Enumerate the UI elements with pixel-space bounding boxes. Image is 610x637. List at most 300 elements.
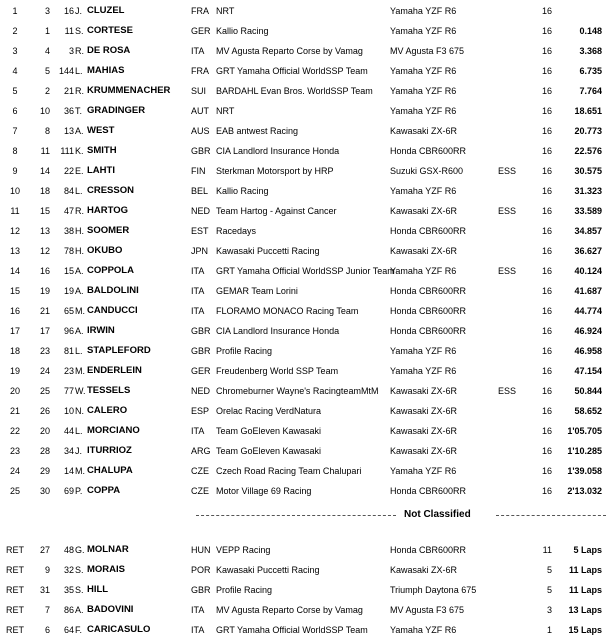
rider-initial-cell: L.: [75, 186, 83, 196]
result-row: [0, 124, 610, 138]
gap-cell: 2'13.032: [567, 486, 602, 496]
position-cell: 25: [9, 486, 20, 496]
bike-cell: Kawasaki ZX-6R: [390, 126, 458, 136]
nation-cell: ARG: [191, 446, 211, 456]
rider-number-cell: 44: [63, 426, 74, 436]
grid-cell: 6: [44, 625, 50, 635]
bike-cell: Yamaha YZF R6: [390, 266, 457, 276]
rider-number-cell: 3: [68, 46, 74, 56]
rider-number-cell: 13: [63, 126, 74, 136]
nation-cell: FRA: [191, 6, 209, 16]
rider-initial-cell: P.: [75, 486, 83, 496]
bike-cell: Yamaha YZF R6: [390, 66, 457, 76]
gap-cell: 33.589: [574, 206, 602, 216]
nation-cell: EST: [191, 226, 209, 236]
bike-cell: Honda CBR600RR: [390, 306, 467, 316]
grid-cell: 8: [44, 126, 50, 136]
position-cell: 24: [9, 466, 20, 476]
nation-cell: GBR: [191, 346, 211, 356]
rider-number-cell: 111: [60, 146, 74, 156]
grid-cell: 20: [39, 426, 50, 436]
nation-cell: ITA: [191, 286, 205, 296]
bike-cell: Suzuki GSX-R600: [390, 166, 464, 176]
rider-surname-cell: SMITH: [87, 145, 117, 156]
result-row: [0, 224, 610, 238]
grid-cell: 14: [39, 166, 50, 176]
grid-cell: 2: [44, 86, 50, 96]
team-cell: Team GoEleven Kawasaki: [216, 426, 322, 436]
gap-cell: 13 Laps: [568, 605, 602, 615]
nation-cell: JPN: [191, 246, 209, 256]
team-cell: MV Agusta Reparto Corse by Vamag: [216, 46, 363, 56]
nation-cell: CZE: [191, 486, 209, 496]
rider-initial-cell: J.: [75, 6, 83, 16]
laps-cell: 16: [541, 106, 552, 116]
team-cell: Kallio Racing: [216, 26, 269, 36]
laps-cell: 16: [541, 126, 552, 136]
result-row: [0, 64, 610, 78]
position-cell: 18: [9, 346, 20, 356]
bike-cell: Kawasaki ZX-6R: [390, 246, 458, 256]
position-cell: 17: [9, 326, 20, 336]
rider-surname-cell: MAHIAS: [87, 65, 125, 76]
bike-cell: Yamaha YZF R6: [390, 625, 457, 635]
bike-cell: Yamaha YZF R6: [390, 106, 457, 116]
grid-cell: 17: [39, 326, 50, 336]
rider-number-cell: 86: [63, 605, 74, 615]
team-cell: GRT Yamaha Official WorldSSP Team: [216, 625, 368, 635]
result-row: [0, 484, 610, 498]
nation-cell: ITA: [191, 605, 205, 615]
rider-surname-cell: SOOMER: [87, 225, 130, 236]
position-cell: 7: [12, 126, 18, 136]
bike-cell: Honda CBR600RR: [390, 286, 467, 296]
team-cell: Team GoEleven Kawasaki: [216, 446, 322, 456]
not-classified-row: [0, 603, 610, 617]
team-cell: EAB antwest Racing: [216, 126, 299, 136]
laps-cell: 16: [541, 186, 552, 196]
nation-cell: GER: [191, 366, 211, 376]
result-row: [0, 284, 610, 298]
bike-cell: Kawasaki ZX-6R: [390, 406, 458, 416]
nation-cell: AUT: [191, 106, 209, 116]
position-cell: RET: [6, 625, 24, 635]
bike-cell: Yamaha YZF R6: [390, 26, 457, 36]
laps-cell: 16: [541, 46, 552, 56]
result-row: [0, 304, 610, 318]
rider-initial-cell: K.: [75, 146, 84, 156]
position-cell: 5: [12, 86, 18, 96]
rider-initial-cell: J.: [75, 446, 83, 456]
rider-initial-cell: N.: [75, 406, 84, 416]
rider-surname-cell: CRESSON: [87, 185, 134, 196]
rider-number-cell: 96: [63, 326, 74, 336]
grid-cell: 19: [39, 286, 50, 296]
laps-cell: 16: [541, 446, 552, 456]
bike-cell: MV Agusta F3 675: [390, 46, 465, 56]
team-cell: Profile Racing: [216, 585, 273, 595]
grid-cell: 26: [39, 406, 50, 416]
result-row: [0, 4, 610, 18]
rider-surname-cell: MORAIS: [87, 564, 125, 575]
team-cell: Orelac Racing VerdNatura: [216, 406, 322, 416]
rider-initial-cell: L.: [75, 66, 83, 76]
bike-cell: Yamaha YZF R6: [390, 6, 457, 16]
grid-cell: 10: [39, 106, 50, 116]
ess-cell: ESS: [498, 266, 517, 276]
position-cell: 10: [9, 186, 20, 196]
laps-cell: 16: [541, 206, 552, 216]
bike-cell: Honda CBR600RR: [390, 545, 467, 555]
rider-number-cell: 22: [63, 166, 74, 176]
laps-cell: 16: [541, 166, 552, 176]
rider-number-cell: 34: [63, 446, 74, 456]
laps-cell: 3: [546, 605, 552, 615]
position-cell: 15: [9, 286, 20, 296]
rider-initial-cell: A.: [75, 286, 84, 296]
rider-surname-cell: CLUZEL: [87, 5, 125, 16]
rider-number-cell: 84: [63, 186, 74, 196]
grid-cell: 16: [39, 266, 50, 276]
laps-cell: 16: [541, 146, 552, 156]
rider-number-cell: 47: [63, 206, 74, 216]
bike-cell: Honda CBR600RR: [390, 326, 467, 336]
laps-cell: 11: [542, 545, 552, 555]
rider-initial-cell: H.: [75, 226, 84, 236]
result-row: [0, 464, 610, 478]
position-cell: 22: [9, 426, 20, 436]
team-cell: GRT Yamaha Official WorldSSP Junior Team: [216, 266, 395, 276]
rider-initial-cell: M.: [75, 306, 85, 316]
position-cell: RET: [6, 565, 24, 575]
grid-cell: 15: [39, 206, 50, 216]
rider-initial-cell: W.: [75, 386, 86, 396]
rider-initial-cell: S.: [75, 585, 84, 595]
team-cell: Chromeburner Wayne's RacingteamMtM: [216, 386, 379, 396]
grid-cell: 13: [39, 226, 50, 236]
gap-cell: 15 Laps: [568, 625, 602, 635]
nation-cell: GBR: [191, 585, 211, 595]
team-cell: CIA Landlord Insurance Honda: [216, 326, 340, 336]
team-cell: Team Hartog - Against Cancer: [216, 206, 337, 216]
laps-cell: 16: [541, 66, 552, 76]
nation-cell: NED: [191, 206, 211, 216]
grid-cell: 25: [39, 386, 50, 396]
grid-cell: 12: [39, 246, 50, 256]
rider-initial-cell: R.: [75, 86, 84, 96]
team-cell: CIA Landlord Insurance Honda: [216, 146, 340, 156]
team-cell: Motor Village 69 Racing: [216, 486, 312, 496]
position-cell: 23: [9, 446, 20, 456]
rider-number-cell: 14: [63, 466, 74, 476]
rider-initial-cell: L.: [75, 346, 83, 356]
laps-cell: 1: [546, 625, 552, 635]
grid-cell: 5: [44, 66, 50, 76]
gap-cell: 18.651: [574, 106, 602, 116]
rider-initial-cell: A.: [75, 326, 84, 336]
gap-cell: 1'05.705: [567, 426, 602, 436]
team-cell: Freudenberg World SSP Team: [216, 366, 339, 376]
laps-cell: 16: [541, 226, 552, 236]
gap-cell: 6.735: [579, 66, 602, 76]
position-cell: 12: [9, 226, 20, 236]
nation-cell: ITA: [191, 46, 205, 56]
bike-cell: Yamaha YZF R6: [390, 366, 457, 376]
rider-number-cell: 65: [63, 306, 74, 316]
bike-cell: MV Agusta F3 675: [390, 605, 465, 615]
result-row: [0, 264, 610, 278]
laps-cell: 16: [541, 326, 552, 336]
not-classified-row: [0, 563, 610, 577]
team-cell: Kallio Racing: [216, 186, 269, 196]
nation-cell: ITA: [191, 426, 205, 436]
rider-initial-cell: L.: [75, 426, 83, 436]
gap-cell: 7.764: [579, 86, 602, 96]
team-cell: BARDAHL Evan Bros. WorldSSP Team: [216, 86, 373, 96]
result-row: [0, 244, 610, 258]
grid-cell: 9: [44, 565, 50, 575]
bike-cell: Triumph Daytona 675: [390, 585, 477, 595]
rider-surname-cell: COPPA: [87, 485, 121, 496]
laps-cell: 5: [546, 565, 552, 575]
rider-initial-cell: S.: [75, 26, 84, 36]
divider-line-right: [496, 515, 606, 516]
gap-cell: 44.774: [574, 306, 602, 316]
rider-surname-cell: CANDUCCI: [87, 305, 138, 316]
rider-number-cell: 35: [63, 585, 74, 595]
nation-cell: ITA: [191, 625, 205, 635]
not-classified-row: [0, 583, 610, 597]
grid-cell: 29: [39, 466, 50, 476]
gap-cell: 5 Laps: [573, 545, 602, 555]
team-cell: FLORAMO MONACO Racing Team: [216, 306, 359, 316]
gap-cell: 36.627: [574, 246, 602, 256]
gap-cell: 41.687: [574, 286, 602, 296]
gap-cell: 1'39.058: [567, 466, 602, 476]
rider-number-cell: 15: [63, 266, 74, 276]
result-row: [0, 184, 610, 198]
position-cell: 19: [9, 366, 20, 376]
rider-number-cell: 144: [58, 66, 74, 76]
laps-cell: 16: [541, 246, 552, 256]
rider-surname-cell: KRUMMENACHER: [87, 85, 171, 96]
rider-surname-cell: CORTESE: [87, 25, 133, 36]
grid-cell: 28: [39, 446, 50, 456]
laps-cell: 16: [541, 366, 552, 376]
gap-cell: 46.924: [574, 326, 602, 336]
position-cell: RET: [6, 545, 24, 555]
grid-cell: 3: [44, 6, 50, 16]
position-cell: 20: [9, 386, 20, 396]
result-row: [0, 144, 610, 158]
rider-surname-cell: OKUBO: [87, 245, 123, 256]
not-classified-label: Not Classified: [401, 508, 474, 522]
rider-surname-cell: HILL: [87, 584, 109, 595]
position-cell: 13: [9, 246, 20, 256]
result-row: [0, 404, 610, 418]
rider-surname-cell: ITURRIOZ: [87, 445, 132, 456]
gap-cell: 11 Laps: [568, 585, 602, 595]
bike-cell: Kawasaki ZX-6R: [390, 206, 458, 216]
position-cell: 8: [12, 146, 18, 156]
position-cell: 21: [9, 406, 20, 416]
grid-cell: 1: [44, 26, 50, 36]
rider-surname-cell: STAPLEFORD: [87, 345, 151, 356]
gap-cell: 20.773: [574, 126, 602, 136]
grid-cell: 23: [39, 346, 50, 356]
rider-surname-cell: LAHTI: [87, 165, 115, 176]
laps-cell: 16: [541, 486, 552, 496]
result-row: [0, 164, 610, 178]
laps-cell: 16: [541, 306, 552, 316]
team-cell: Racedays: [216, 226, 257, 236]
gap-cell: 47.154: [574, 366, 602, 376]
ess-cell: ESS: [498, 166, 517, 176]
result-row: [0, 84, 610, 98]
laps-cell: 16: [541, 286, 552, 296]
laps-cell: 16: [541, 386, 552, 396]
rider-number-cell: 16: [63, 6, 74, 16]
rider-number-cell: 11: [64, 26, 74, 36]
rider-surname-cell: BALDOLINI: [87, 285, 139, 296]
result-row: [0, 384, 610, 398]
position-cell: 16: [9, 306, 20, 316]
rider-surname-cell: MORCIANO: [87, 425, 140, 436]
nation-cell: GER: [191, 26, 211, 36]
team-cell: VEPP Racing: [216, 545, 271, 555]
grid-cell: 31: [39, 585, 50, 595]
rider-number-cell: 23: [63, 366, 74, 376]
gap-cell: 0.148: [579, 26, 602, 36]
gap-cell: 3.368: [579, 46, 602, 56]
rider-initial-cell: H.: [75, 246, 84, 256]
team-cell: Kawasaki Puccetti Racing: [216, 565, 320, 575]
laps-cell: 16: [541, 266, 552, 276]
nation-cell: POR: [191, 565, 211, 575]
result-row: [0, 324, 610, 338]
nation-cell: GBR: [191, 326, 211, 336]
position-cell: 1: [12, 6, 18, 16]
rider-number-cell: 10: [63, 406, 74, 416]
nation-cell: HUN: [191, 545, 211, 555]
rider-surname-cell: CHALUPA: [87, 465, 133, 476]
rider-surname-cell: TESSELS: [87, 385, 131, 396]
team-cell: NRT: [216, 6, 235, 16]
position-cell: 3: [12, 46, 18, 56]
team-cell: GEMAR Team Lorini: [216, 286, 298, 296]
nation-cell: SUI: [191, 86, 207, 96]
bike-cell: Yamaha YZF R6: [390, 86, 457, 96]
rider-number-cell: 32: [63, 565, 74, 575]
bike-cell: Kawasaki ZX-6R: [390, 565, 458, 575]
result-row: [0, 204, 610, 218]
result-row: [0, 344, 610, 358]
position-cell: 4: [12, 66, 18, 76]
team-cell: Sterkman Motorsport by HRP: [216, 166, 334, 176]
grid-cell: 4: [44, 46, 50, 56]
nation-cell: GBR: [191, 146, 211, 156]
position-cell: 9: [12, 166, 18, 176]
rider-initial-cell: G.: [75, 545, 85, 555]
grid-cell: 7: [44, 605, 50, 615]
bike-cell: Honda CBR600RR: [390, 486, 467, 496]
gap-cell: 50.844: [574, 386, 602, 396]
team-cell: MV Agusta Reparto Corse by Vamag: [216, 605, 363, 615]
gap-cell: 1'10.285: [567, 446, 602, 456]
rider-number-cell: 21: [63, 86, 74, 96]
not-classified-row: [0, 543, 610, 557]
bike-cell: Honda CBR600RR: [390, 226, 467, 236]
rider-number-cell: 38: [63, 226, 74, 236]
rider-initial-cell: A.: [75, 266, 84, 276]
laps-cell: 16: [541, 406, 552, 416]
bike-cell: Yamaha YZF R6: [390, 346, 457, 356]
team-cell: Czech Road Racing Team Chalupari: [216, 466, 362, 476]
position-cell: RET: [6, 605, 24, 615]
position-cell: RET: [6, 585, 24, 595]
rider-number-cell: 81: [63, 346, 74, 356]
rider-number-cell: 78: [63, 246, 74, 256]
nation-cell: ITA: [191, 266, 205, 276]
rider-initial-cell: R.: [75, 206, 84, 216]
rider-number-cell: 69: [63, 486, 74, 496]
rider-initial-cell: S.: [75, 565, 84, 575]
position-cell: 11: [10, 206, 20, 216]
bike-cell: Kawasaki ZX-6R: [390, 446, 458, 456]
rider-initial-cell: M.: [75, 466, 85, 476]
position-cell: 2: [12, 26, 18, 36]
rider-initial-cell: A.: [75, 126, 84, 136]
grid-cell: 18: [39, 186, 50, 196]
team-cell: Profile Racing: [216, 346, 273, 356]
rider-surname-cell: HARTOG: [87, 205, 128, 216]
result-row: [0, 44, 610, 58]
nation-cell: NED: [191, 386, 211, 396]
grid-cell: 30: [39, 486, 50, 496]
nation-cell: ITA: [191, 306, 205, 316]
rider-number-cell: 64: [63, 625, 74, 635]
gap-cell: 58.652: [574, 406, 602, 416]
rider-initial-cell: F.: [75, 625, 83, 635]
rider-surname-cell: DE ROSA: [87, 45, 131, 56]
rider-surname-cell: IRWIN: [87, 325, 115, 336]
rider-number-cell: 36: [63, 106, 74, 116]
divider-line-left: [196, 515, 396, 516]
team-cell: NRT: [216, 106, 235, 116]
team-cell: GRT Yamaha Official WorldSSP Team: [216, 66, 368, 76]
rider-surname-cell: COPPOLA: [87, 265, 134, 276]
rider-number-cell: 48: [63, 545, 74, 555]
grid-cell: 21: [39, 306, 50, 316]
nation-cell: BEL: [191, 186, 209, 196]
laps-cell: 16: [541, 26, 552, 36]
laps-cell: 16: [541, 6, 552, 16]
laps-cell: 16: [541, 86, 552, 96]
bike-cell: Yamaha YZF R6: [390, 466, 457, 476]
nation-cell: FIN: [191, 166, 206, 176]
laps-cell: 5: [546, 585, 552, 595]
ess-cell: ESS: [498, 386, 517, 396]
result-row: [0, 424, 610, 438]
grid-cell: 27: [39, 545, 50, 555]
gap-cell: 30.575: [574, 166, 602, 176]
rider-number-cell: 77: [63, 386, 74, 396]
team-cell: Kawasaki Puccetti Racing: [216, 246, 320, 256]
gap-cell: 40.124: [574, 266, 602, 276]
rider-surname-cell: MOLNAR: [87, 544, 129, 555]
grid-cell: 24: [39, 366, 50, 376]
bike-cell: Yamaha YZF R6: [390, 186, 457, 196]
